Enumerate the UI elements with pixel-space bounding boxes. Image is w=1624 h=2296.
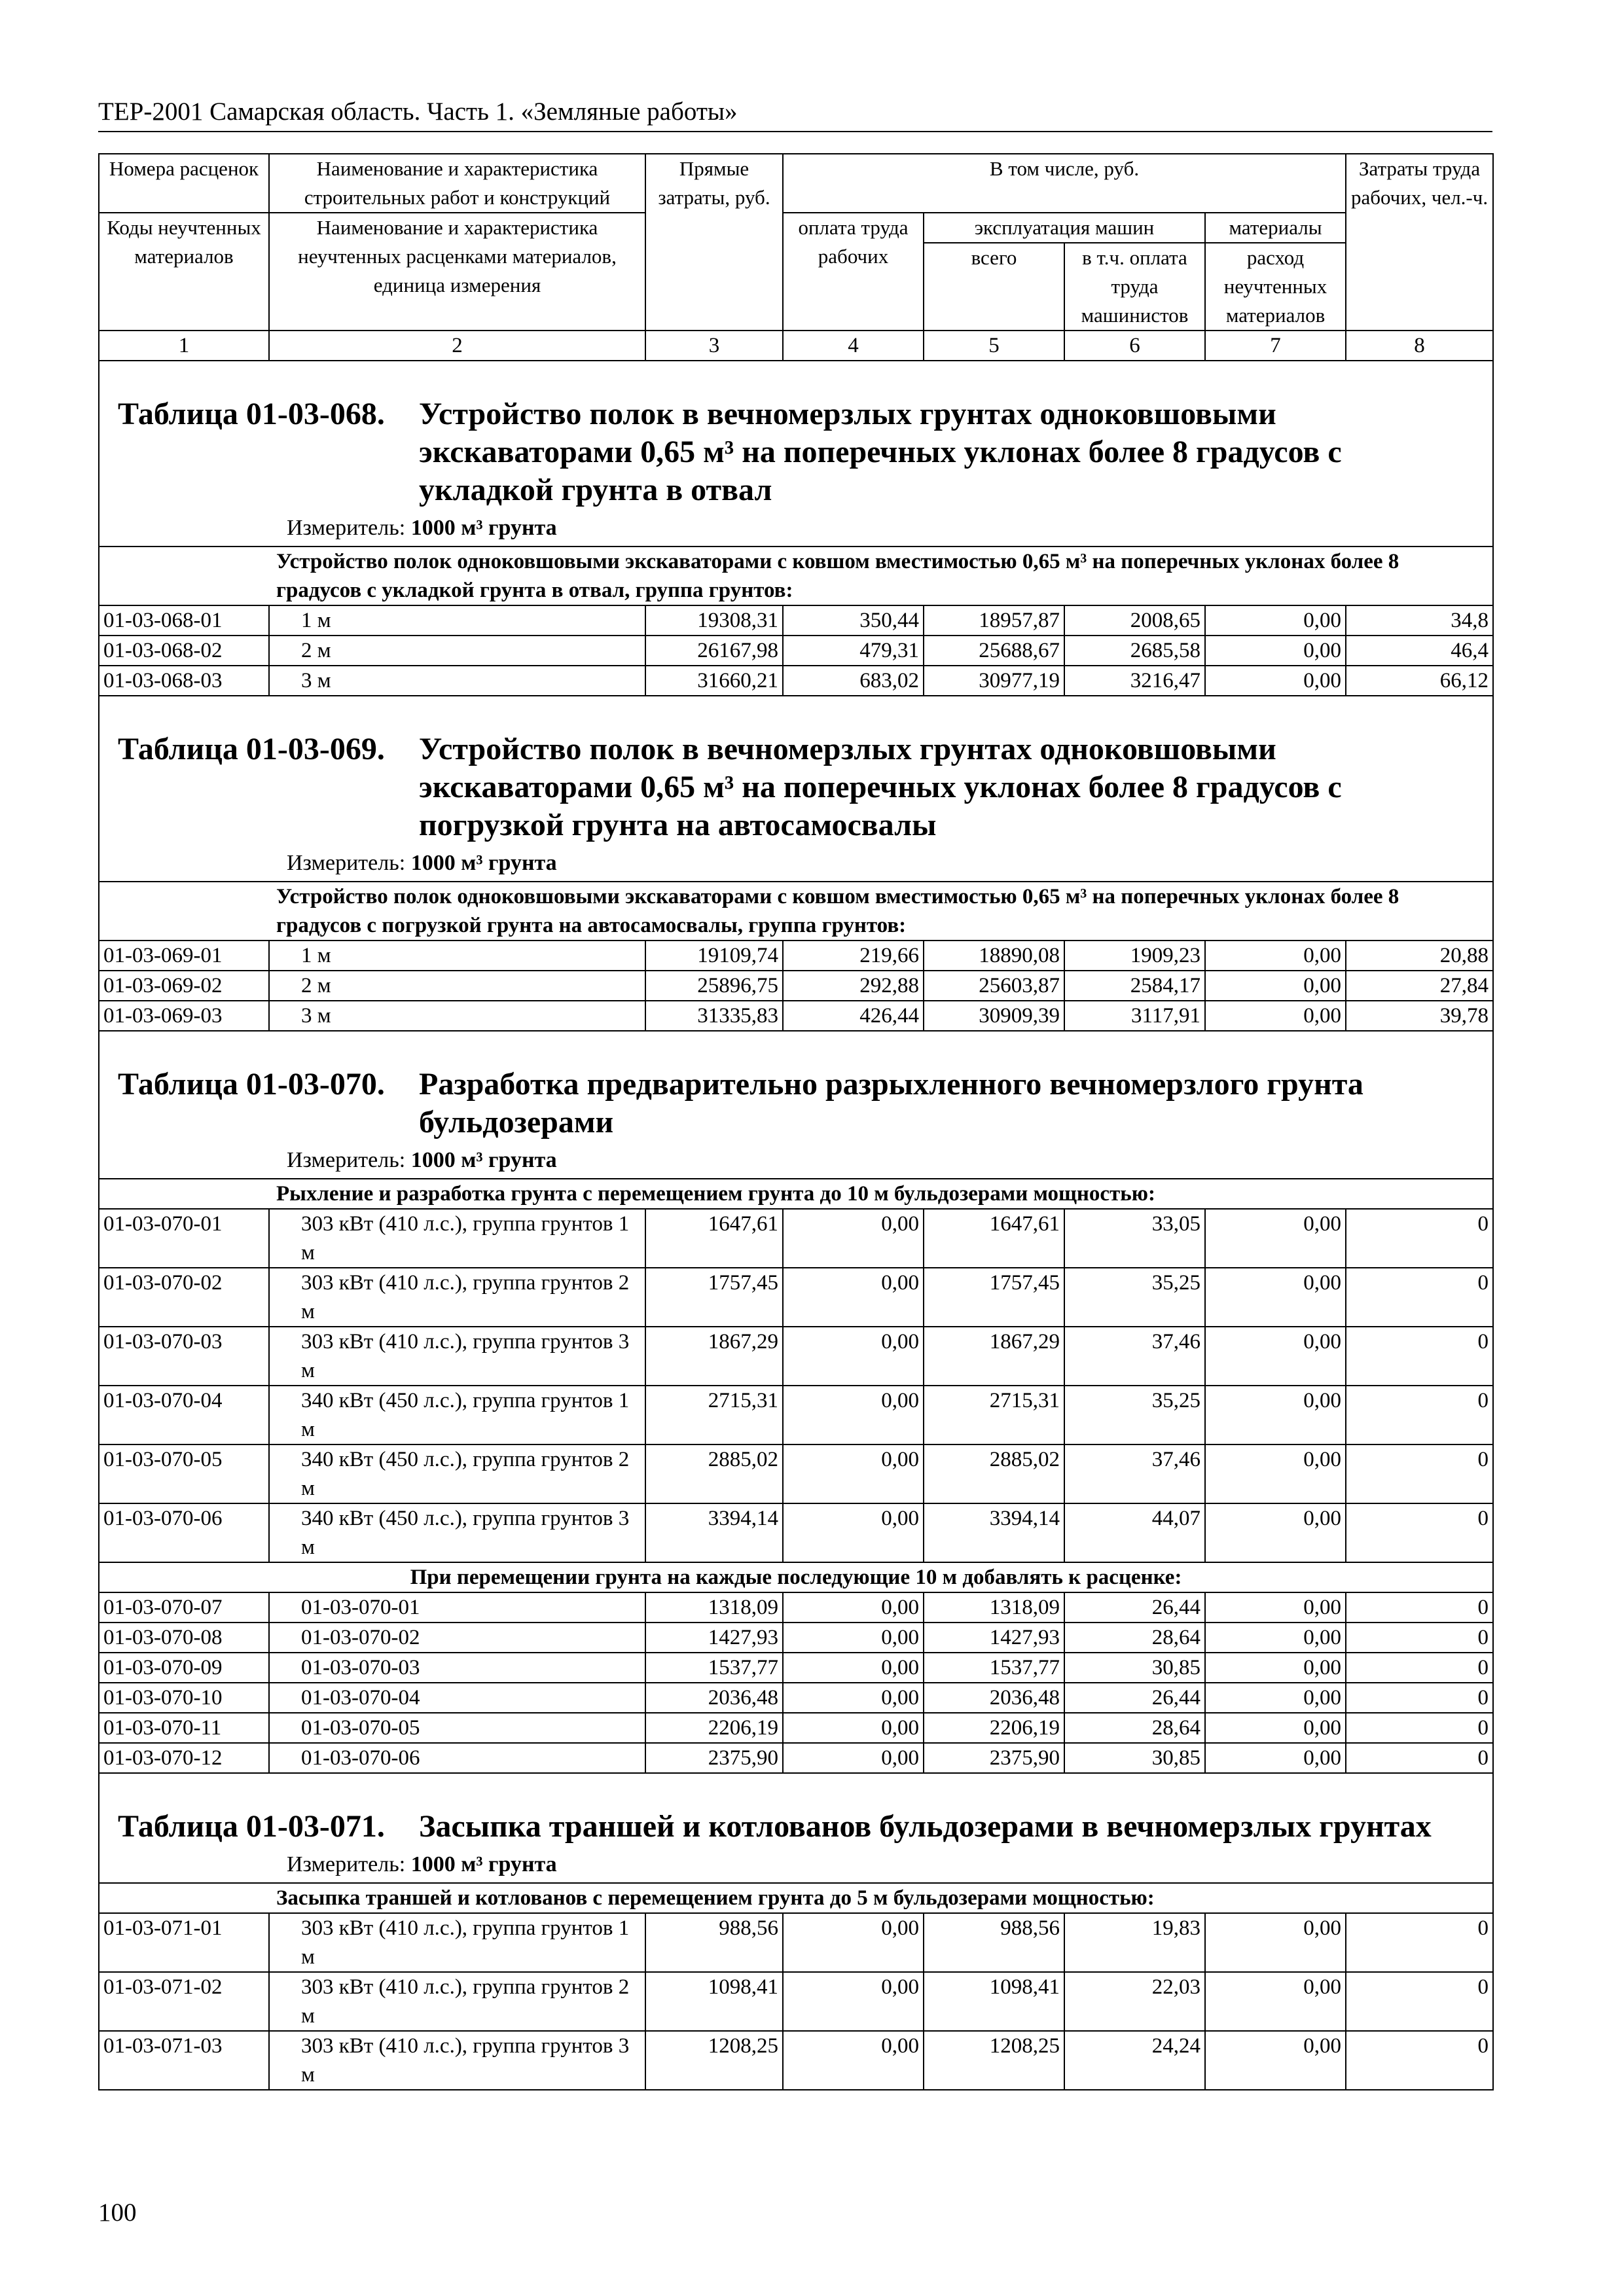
table-cell: 01-03-069-03 <box>99 1001 269 1031</box>
table-cell: 988,56 <box>645 1913 783 1972</box>
table-cell: 303 кВт (410 л.с.), группа грунтов 1 м <box>269 1913 645 1972</box>
table-cell: 01-03-070-03 <box>269 1653 645 1683</box>
table-cell: 479,31 <box>783 636 924 666</box>
table-cell: 2206,19 <box>645 1713 783 1743</box>
table-cell: 1208,25 <box>645 2031 783 2090</box>
group-row <box>99 1883 1493 1913</box>
table-cell: 01-03-070-11 <box>99 1713 269 1743</box>
table-cell: 0,00 <box>783 1683 924 1713</box>
table-cell: 2375,90 <box>645 1743 783 1773</box>
section-heading: Разработка предварительно разрыхленного вечномерзлого грунта бульдозерами <box>419 1067 1363 1139</box>
table-cell: 01-03-070-07 <box>99 1592 269 1623</box>
section-title-row <box>99 361 1493 547</box>
table-row <box>99 636 1493 666</box>
group-row <box>99 1562 1493 1592</box>
group-caption: Засыпка траншей и котлованов с перемещением грунта до 5 м бульдозерами мощностью: <box>99 1883 1493 1913</box>
table-row <box>99 1683 1493 1713</box>
meter-label: Измеритель: <box>287 1852 406 1876</box>
table-cell: 0,00 <box>783 1743 924 1773</box>
meter-line <box>103 1846 1489 1882</box>
table-cell: 2036,48 <box>645 1683 783 1713</box>
col-head-machines: эксплуатация машин <box>924 213 1205 243</box>
rates-table <box>98 153 1494 2090</box>
section-title-row <box>99 1773 1493 1883</box>
table-cell: 1757,45 <box>924 1268 1064 1327</box>
section-label: Таблица 01-03-068. <box>118 397 385 431</box>
table-cell: 0,00 <box>783 1653 924 1683</box>
table-cell: 18957,87 <box>924 605 1064 636</box>
table-cell: 3216,47 <box>1064 666 1205 696</box>
table-cell: 303 кВт (410 л.с.), группа грунтов 1 м <box>269 1209 645 1268</box>
section-label: Таблица 01-03-069. <box>118 732 385 766</box>
table-row <box>99 1972 1493 2031</box>
table-row <box>99 2031 1493 2090</box>
table-cell: 37,46 <box>1064 1327 1205 1386</box>
col-number: 6 <box>1064 331 1205 361</box>
table-cell: 3117,91 <box>1064 1001 1205 1031</box>
table-cell: 01-03-070-05 <box>269 1713 645 1743</box>
table-cell: 350,44 <box>783 605 924 636</box>
table-cell: 01-03-070-02 <box>269 1623 645 1653</box>
table-cell: 28,64 <box>1064 1713 1205 1743</box>
col-number: 1 <box>99 331 269 361</box>
table-cell: 1537,77 <box>645 1653 783 1683</box>
section-title <box>103 361 1489 509</box>
section-title <box>103 696 1489 844</box>
table-cell: 0 <box>1346 1623 1493 1653</box>
meter-line <box>103 509 1489 546</box>
col-head-including: В том числе, руб. <box>783 154 1346 213</box>
table-cell: 1757,45 <box>645 1268 783 1327</box>
table-cell: 01-03-070-10 <box>99 1683 269 1713</box>
table-cell: 01-03-070-04 <box>269 1683 645 1713</box>
table-cell: 1427,93 <box>924 1623 1064 1653</box>
table-row <box>99 941 1493 971</box>
table-cell: 0 <box>1346 1209 1493 1268</box>
section-heading: Устройство полок в вечномерзлых грунтах одноковшовыми экскаваторами 0,65 м³ на поперечных уклонах более 8 градусов с укладкой грунта в отвал <box>419 397 1342 507</box>
table-row <box>99 1713 1493 1743</box>
table-cell: 1 м <box>269 941 645 971</box>
page-number: 100 <box>98 2198 137 2227</box>
meter-value: 1000 м³ грунта <box>410 1852 557 1876</box>
table-cell: 2885,02 <box>924 1444 1064 1503</box>
table-cell: 20,88 <box>1346 941 1493 971</box>
col-head-rate-numbers: Номера расценок <box>99 154 269 213</box>
table-cell: 0,00 <box>1205 971 1346 1001</box>
table-cell: 0,00 <box>783 1386 924 1444</box>
meter-value: 1000 м³ грунта <box>410 851 557 875</box>
table-cell: 0,00 <box>1205 1327 1346 1386</box>
table-cell: 0 <box>1346 1713 1493 1743</box>
table-cell: 26,44 <box>1064 1683 1205 1713</box>
table-cell: 0,00 <box>783 1592 924 1623</box>
table-cell: 01-03-071-03 <box>99 2031 269 2090</box>
meter-line <box>103 1141 1489 1178</box>
table-cell: 303 кВт (410 л.с.), группа грунтов 2 м <box>269 1268 645 1327</box>
table-cell: 2715,31 <box>924 1386 1064 1444</box>
table-cell: 988,56 <box>924 1913 1064 1972</box>
table-cell: 30977,19 <box>924 666 1064 696</box>
group-row <box>99 882 1493 941</box>
table-cell: 26,44 <box>1064 1592 1205 1623</box>
table-cell: 24,24 <box>1064 2031 1205 2090</box>
table-row <box>99 971 1493 1001</box>
meter-label: Измеритель: <box>287 516 406 540</box>
table-cell: 0 <box>1346 1592 1493 1623</box>
table-cell: 01-03-069-02 <box>99 971 269 1001</box>
table-cell: 0,00 <box>783 1444 924 1503</box>
table-cell: 1098,41 <box>645 1972 783 2031</box>
table-cell: 0,00 <box>783 2031 924 2090</box>
table-row <box>99 1444 1493 1503</box>
table-cell: 3394,14 <box>924 1503 1064 1562</box>
table-cell: 1867,29 <box>645 1327 783 1386</box>
table-cell: 33,05 <box>1064 1209 1205 1268</box>
table-cell: 1318,09 <box>645 1592 783 1623</box>
table-cell: 0,00 <box>1205 1001 1346 1031</box>
table-cell: 0,00 <box>1205 1386 1346 1444</box>
table-cell: 31335,83 <box>645 1001 783 1031</box>
table-cell: 0,00 <box>1205 636 1346 666</box>
table-cell: 1867,29 <box>924 1327 1064 1386</box>
col-number: 8 <box>1346 331 1493 361</box>
table-cell: 01-03-068-02 <box>99 636 269 666</box>
table-cell: 0,00 <box>1205 1444 1346 1503</box>
table-cell: 18890,08 <box>924 941 1064 971</box>
table-row <box>99 605 1493 636</box>
table-cell: 01-03-070-05 <box>99 1444 269 1503</box>
table-cell: 0 <box>1346 1268 1493 1327</box>
table-row <box>99 1209 1493 1268</box>
table-cell: 1647,61 <box>924 1209 1064 1268</box>
col-number: 2 <box>269 331 645 361</box>
group-caption: При перемещении грунта на каждые последующие 10 м добавлять к расценке: <box>99 1562 1493 1592</box>
table-cell: 01-03-070-04 <box>99 1386 269 1444</box>
table-row <box>99 1623 1493 1653</box>
section-label: Таблица 01-03-071. <box>118 1809 385 1844</box>
table-cell: 35,25 <box>1064 1386 1205 1444</box>
table-cell: 27,84 <box>1346 971 1493 1001</box>
table-row <box>99 1743 1493 1773</box>
table-cell: 0,00 <box>1205 1503 1346 1562</box>
table-cell: 0 <box>1346 1327 1493 1386</box>
table-cell: 1208,25 <box>924 2031 1064 2090</box>
table-cell: 0,00 <box>783 1913 924 1972</box>
table-cell: 1098,41 <box>924 1972 1064 2031</box>
col-head-labor: Затраты труда рабочих, чел.-ч. <box>1346 154 1493 331</box>
table-cell: 19308,31 <box>645 605 783 636</box>
table-cell: 683,02 <box>783 666 924 696</box>
table-cell: 0,00 <box>1205 1913 1346 1972</box>
table-cell: 0,00 <box>1205 1209 1346 1268</box>
table-cell: 303 кВт (410 л.с.), группа грунтов 3 м <box>269 2031 645 2090</box>
table-cell: 01-03-070-01 <box>99 1209 269 1268</box>
table-cell: 2008,65 <box>1064 605 1205 636</box>
table-cell: 0 <box>1346 1972 1493 2031</box>
col-head-material-name: Наименование и характеристика неучтенных расценками материалов, единица измерения <box>269 213 645 331</box>
table-cell: 31660,21 <box>645 666 783 696</box>
table-cell: 303 кВт (410 л.с.), группа грунтов 3 м <box>269 1327 645 1386</box>
section-title-row <box>99 696 1493 882</box>
table-cell: 1909,23 <box>1064 941 1205 971</box>
table-cell: 19109,74 <box>645 941 783 971</box>
table-cell: 0,00 <box>1205 1713 1346 1743</box>
section-title <box>103 1774 1489 1846</box>
table-cell: 0,00 <box>783 1327 924 1386</box>
table-cell: 2 м <box>269 971 645 1001</box>
table-cell: 01-03-070-01 <box>269 1592 645 1623</box>
table-cell: 01-03-070-06 <box>99 1503 269 1562</box>
table-cell: 292,88 <box>783 971 924 1001</box>
table-cell: 0,00 <box>1205 1592 1346 1623</box>
table-cell: 2036,48 <box>924 1683 1064 1713</box>
table-cell: 0 <box>1346 1653 1493 1683</box>
running-header: ТЕР-2001 Самарская область. Часть 1. «Земляные работы» <box>98 98 738 126</box>
table-cell: 1427,93 <box>645 1623 783 1653</box>
table-row <box>99 1327 1493 1386</box>
col-head-direct-costs: Прямые затраты, руб. <box>645 154 783 331</box>
table-cell: 66,12 <box>1346 666 1493 696</box>
col-number: 7 <box>1205 331 1346 361</box>
table-row <box>99 1001 1493 1031</box>
group-caption: Устройство полок одноковшовыми экскаваторами с ковшом вместимостью 0,65 м³ на поперечных уклонах более 8 градусов с укладкой грунта в отвал, группа грунтов: <box>99 547 1493 605</box>
table-cell: 340 кВт (450 л.с.), группа грунтов 2 м <box>269 1444 645 1503</box>
table-cell: 01-03-070-08 <box>99 1623 269 1653</box>
section-heading: Засыпка траншей и котлованов бульдозерами в вечномерзлых грунтах <box>419 1809 1432 1844</box>
table-cell: 39,78 <box>1346 1001 1493 1031</box>
col-head-machines-total: всего <box>924 243 1064 331</box>
table-cell: 0 <box>1346 2031 1493 2090</box>
table-cell: 0 <box>1346 1683 1493 1713</box>
table-cell: 01-03-071-02 <box>99 1972 269 2031</box>
table-cell: 46,4 <box>1346 636 1493 666</box>
meter-line <box>103 844 1489 881</box>
table-cell: 01-03-070-09 <box>99 1653 269 1683</box>
table-cell: 35,25 <box>1064 1268 1205 1327</box>
table-cell: 01-03-068-03 <box>99 666 269 696</box>
table-cell: 30,85 <box>1064 1653 1205 1683</box>
table-cell: 0,00 <box>783 1972 924 2031</box>
table-cell: 0,00 <box>1205 605 1346 636</box>
table-cell: 0 <box>1346 1386 1493 1444</box>
table-cell: 01-03-070-06 <box>269 1743 645 1773</box>
table-row <box>99 666 1493 696</box>
table-cell: 25688,67 <box>924 636 1064 666</box>
table-cell: 0,00 <box>783 1209 924 1268</box>
table-cell: 0,00 <box>1205 666 1346 696</box>
table-cell: 0,00 <box>783 1623 924 1653</box>
table-cell: 37,46 <box>1064 1444 1205 1503</box>
table-row <box>99 1592 1493 1623</box>
table-cell: 25896,75 <box>645 971 783 1001</box>
meter-value: 1000 м³ грунта <box>410 516 557 540</box>
col-number: 5 <box>924 331 1064 361</box>
col-head-operator-pay: в т.ч. оплата труда машинистов <box>1064 243 1205 331</box>
col-head-material-use: расход неучтенных материалов <box>1205 243 1346 331</box>
table-row <box>99 1503 1493 1562</box>
table-row <box>99 1653 1493 1683</box>
group-caption: Рыхление и разработка грунта с перемещением грунта до 10 м бульдозерами мощностью: <box>99 1179 1493 1209</box>
table-cell: 303 кВт (410 л.с.), группа грунтов 2 м <box>269 1972 645 2031</box>
group-row <box>99 1179 1493 1209</box>
table-cell: 340 кВт (450 л.с.), группа грунтов 3 м <box>269 1503 645 1562</box>
section-heading: Устройство полок в вечномерзлых грунтах одноковшовыми экскаваторами 0,65 м³ на поперечных уклонах более 8 градусов с погрузкой грунта на автосамосвалы <box>419 732 1342 842</box>
table-cell: 1537,77 <box>924 1653 1064 1683</box>
table-cell: 0,00 <box>1205 1743 1346 1773</box>
col-number: 4 <box>783 331 924 361</box>
header-rule <box>98 131 1492 132</box>
table-cell: 0,00 <box>1205 1683 1346 1713</box>
table-cell: 3394,14 <box>645 1503 783 1562</box>
table-cell: 1 м <box>269 605 645 636</box>
table-cell: 22,03 <box>1064 1972 1205 2031</box>
table-cell: 01-03-070-12 <box>99 1743 269 1773</box>
meter-label: Измеритель: <box>287 1148 406 1172</box>
table-cell: 0,00 <box>1205 2031 1346 2090</box>
table-cell: 0 <box>1346 1743 1493 1773</box>
table-cell: 2584,17 <box>1064 971 1205 1001</box>
table-cell: 0,00 <box>1205 1623 1346 1653</box>
table-cell: 0,00 <box>783 1713 924 1743</box>
table-cell: 1647,61 <box>645 1209 783 1268</box>
table-cell: 34,8 <box>1346 605 1493 636</box>
group-caption: Устройство полок одноковшовыми экскаваторами с ковшом вместимостью 0,65 м³ на поперечных уклонах более 8 градусов с погрузкой грунта на автосамосвалы, группа грунтов: <box>99 882 1493 941</box>
table-cell: 25603,87 <box>924 971 1064 1001</box>
table-cell: 340 кВт (450 л.с.), группа грунтов 1 м <box>269 1386 645 1444</box>
table-cell: 28,64 <box>1064 1623 1205 1653</box>
col-head-material-codes: Коды неучтенных материалов <box>99 213 269 331</box>
table-cell: 219,66 <box>783 941 924 971</box>
table-cell: 26167,98 <box>645 636 783 666</box>
table-cell: 2685,58 <box>1064 636 1205 666</box>
table-cell: 0 <box>1346 1913 1493 1972</box>
table-cell: 2715,31 <box>645 1386 783 1444</box>
col-head-work-name: Наименование и характеристика строительных работ и конструкций <box>269 154 645 213</box>
table-cell: 01-03-070-03 <box>99 1327 269 1386</box>
table-cell: 0,00 <box>783 1503 924 1562</box>
col-number: 3 <box>645 331 783 361</box>
table-cell: 01-03-068-01 <box>99 605 269 636</box>
meter-label: Измеритель: <box>287 851 406 875</box>
table-cell: 19,83 <box>1064 1913 1205 1972</box>
table-cell: 0,00 <box>1205 1268 1346 1327</box>
table-cell: 30,85 <box>1064 1743 1205 1773</box>
group-row <box>99 547 1493 605</box>
table-cell: 2375,90 <box>924 1743 1064 1773</box>
table-cell: 01-03-071-01 <box>99 1913 269 1972</box>
table-cell: 2206,19 <box>924 1713 1064 1743</box>
section-title-row <box>99 1031 1493 1179</box>
table-cell: 0 <box>1346 1444 1493 1503</box>
col-head-materials: материалы <box>1205 213 1346 243</box>
table-cell: 3 м <box>269 1001 645 1031</box>
table-cell: 01-03-069-01 <box>99 941 269 971</box>
section-label: Таблица 01-03-070. <box>118 1067 385 1102</box>
table-cell: 44,07 <box>1064 1503 1205 1562</box>
table-cell: 3 м <box>269 666 645 696</box>
col-head-worker-pay: оплата труда рабочих <box>783 213 924 331</box>
table-row <box>99 1268 1493 1327</box>
table-cell: 0,00 <box>1205 1972 1346 2031</box>
table-row <box>99 1913 1493 1972</box>
table-cell: 2 м <box>269 636 645 666</box>
table-cell: 30909,39 <box>924 1001 1064 1031</box>
table-cell: 0,00 <box>1205 941 1346 971</box>
table-cell: 426,44 <box>783 1001 924 1031</box>
table-cell: 0 <box>1346 1503 1493 1562</box>
table-row <box>99 1386 1493 1444</box>
meter-value: 1000 м³ грунта <box>410 1148 557 1172</box>
table-cell: 0,00 <box>1205 1653 1346 1683</box>
table-cell: 1318,09 <box>924 1592 1064 1623</box>
table-cell: 0,00 <box>783 1268 924 1327</box>
section-title <box>103 1031 1489 1141</box>
table-cell: 01-03-070-02 <box>99 1268 269 1327</box>
table-cell: 2885,02 <box>645 1444 783 1503</box>
